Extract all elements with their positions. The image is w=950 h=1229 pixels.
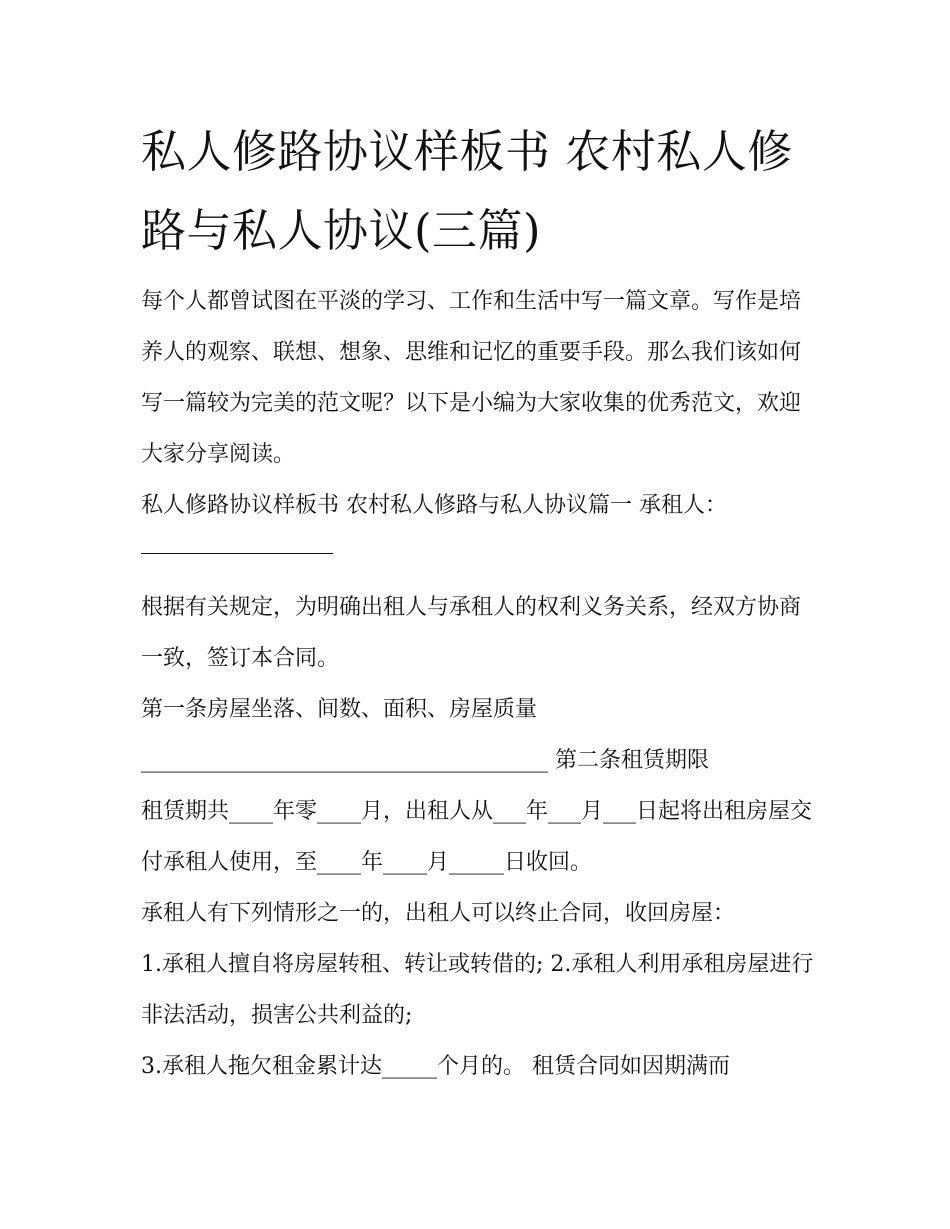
section-heading: 私人修路协议样板书 农村私人修路与私人协议篇一 承租人： (141, 493, 727, 518)
termination-item-3: 3.承租人拖欠租金累计达_____个月的。 租赁合同如因期满而 (141, 1054, 730, 1079)
document-title: 私人修路协议样板书 农村私人修路与私人协议(三篇) (141, 125, 793, 257)
document-page (141, 112, 821, 1092)
intro-paragraph: 每个人都曾试图在平淡的学习、工作和生活中写一篇文章。写作是培养人的观察、联想、想象、思维和记忆的重要手段。那么我们该如何写一篇较为完美的范文呢？以下是小编为大家收集的优秀范文，欢迎大家分享阅读。 (141, 289, 802, 467)
contract-preamble: 根据有关规定，为明确出租人与承租人的权利义务关系，经双方协商一致，签订本合同。 (141, 595, 802, 671)
termination-items-1-2: 1.承租人擅自将房屋转租、转让或转借的; 2.承租人利用承租房屋进行非法活动，损害公共利益的; (141, 952, 814, 1028)
fill-in-rule (141, 553, 333, 554)
lease-term: 租赁期共____年零____月，出租人从___年___月___日起将出租房屋交付承租人使用，至____年____月_____日收回。 (141, 799, 813, 875)
article-one: 第一条房屋坐落、间数、面积、房屋质量 (141, 697, 538, 722)
article-two-heading: _____________________________________ 第二条租赁期限 (141, 748, 709, 773)
termination-conditions: 承租人有下列情形之一的，出租人可以终止合同，收回房屋： (141, 901, 736, 926)
tenant-blank-line (141, 531, 821, 582)
